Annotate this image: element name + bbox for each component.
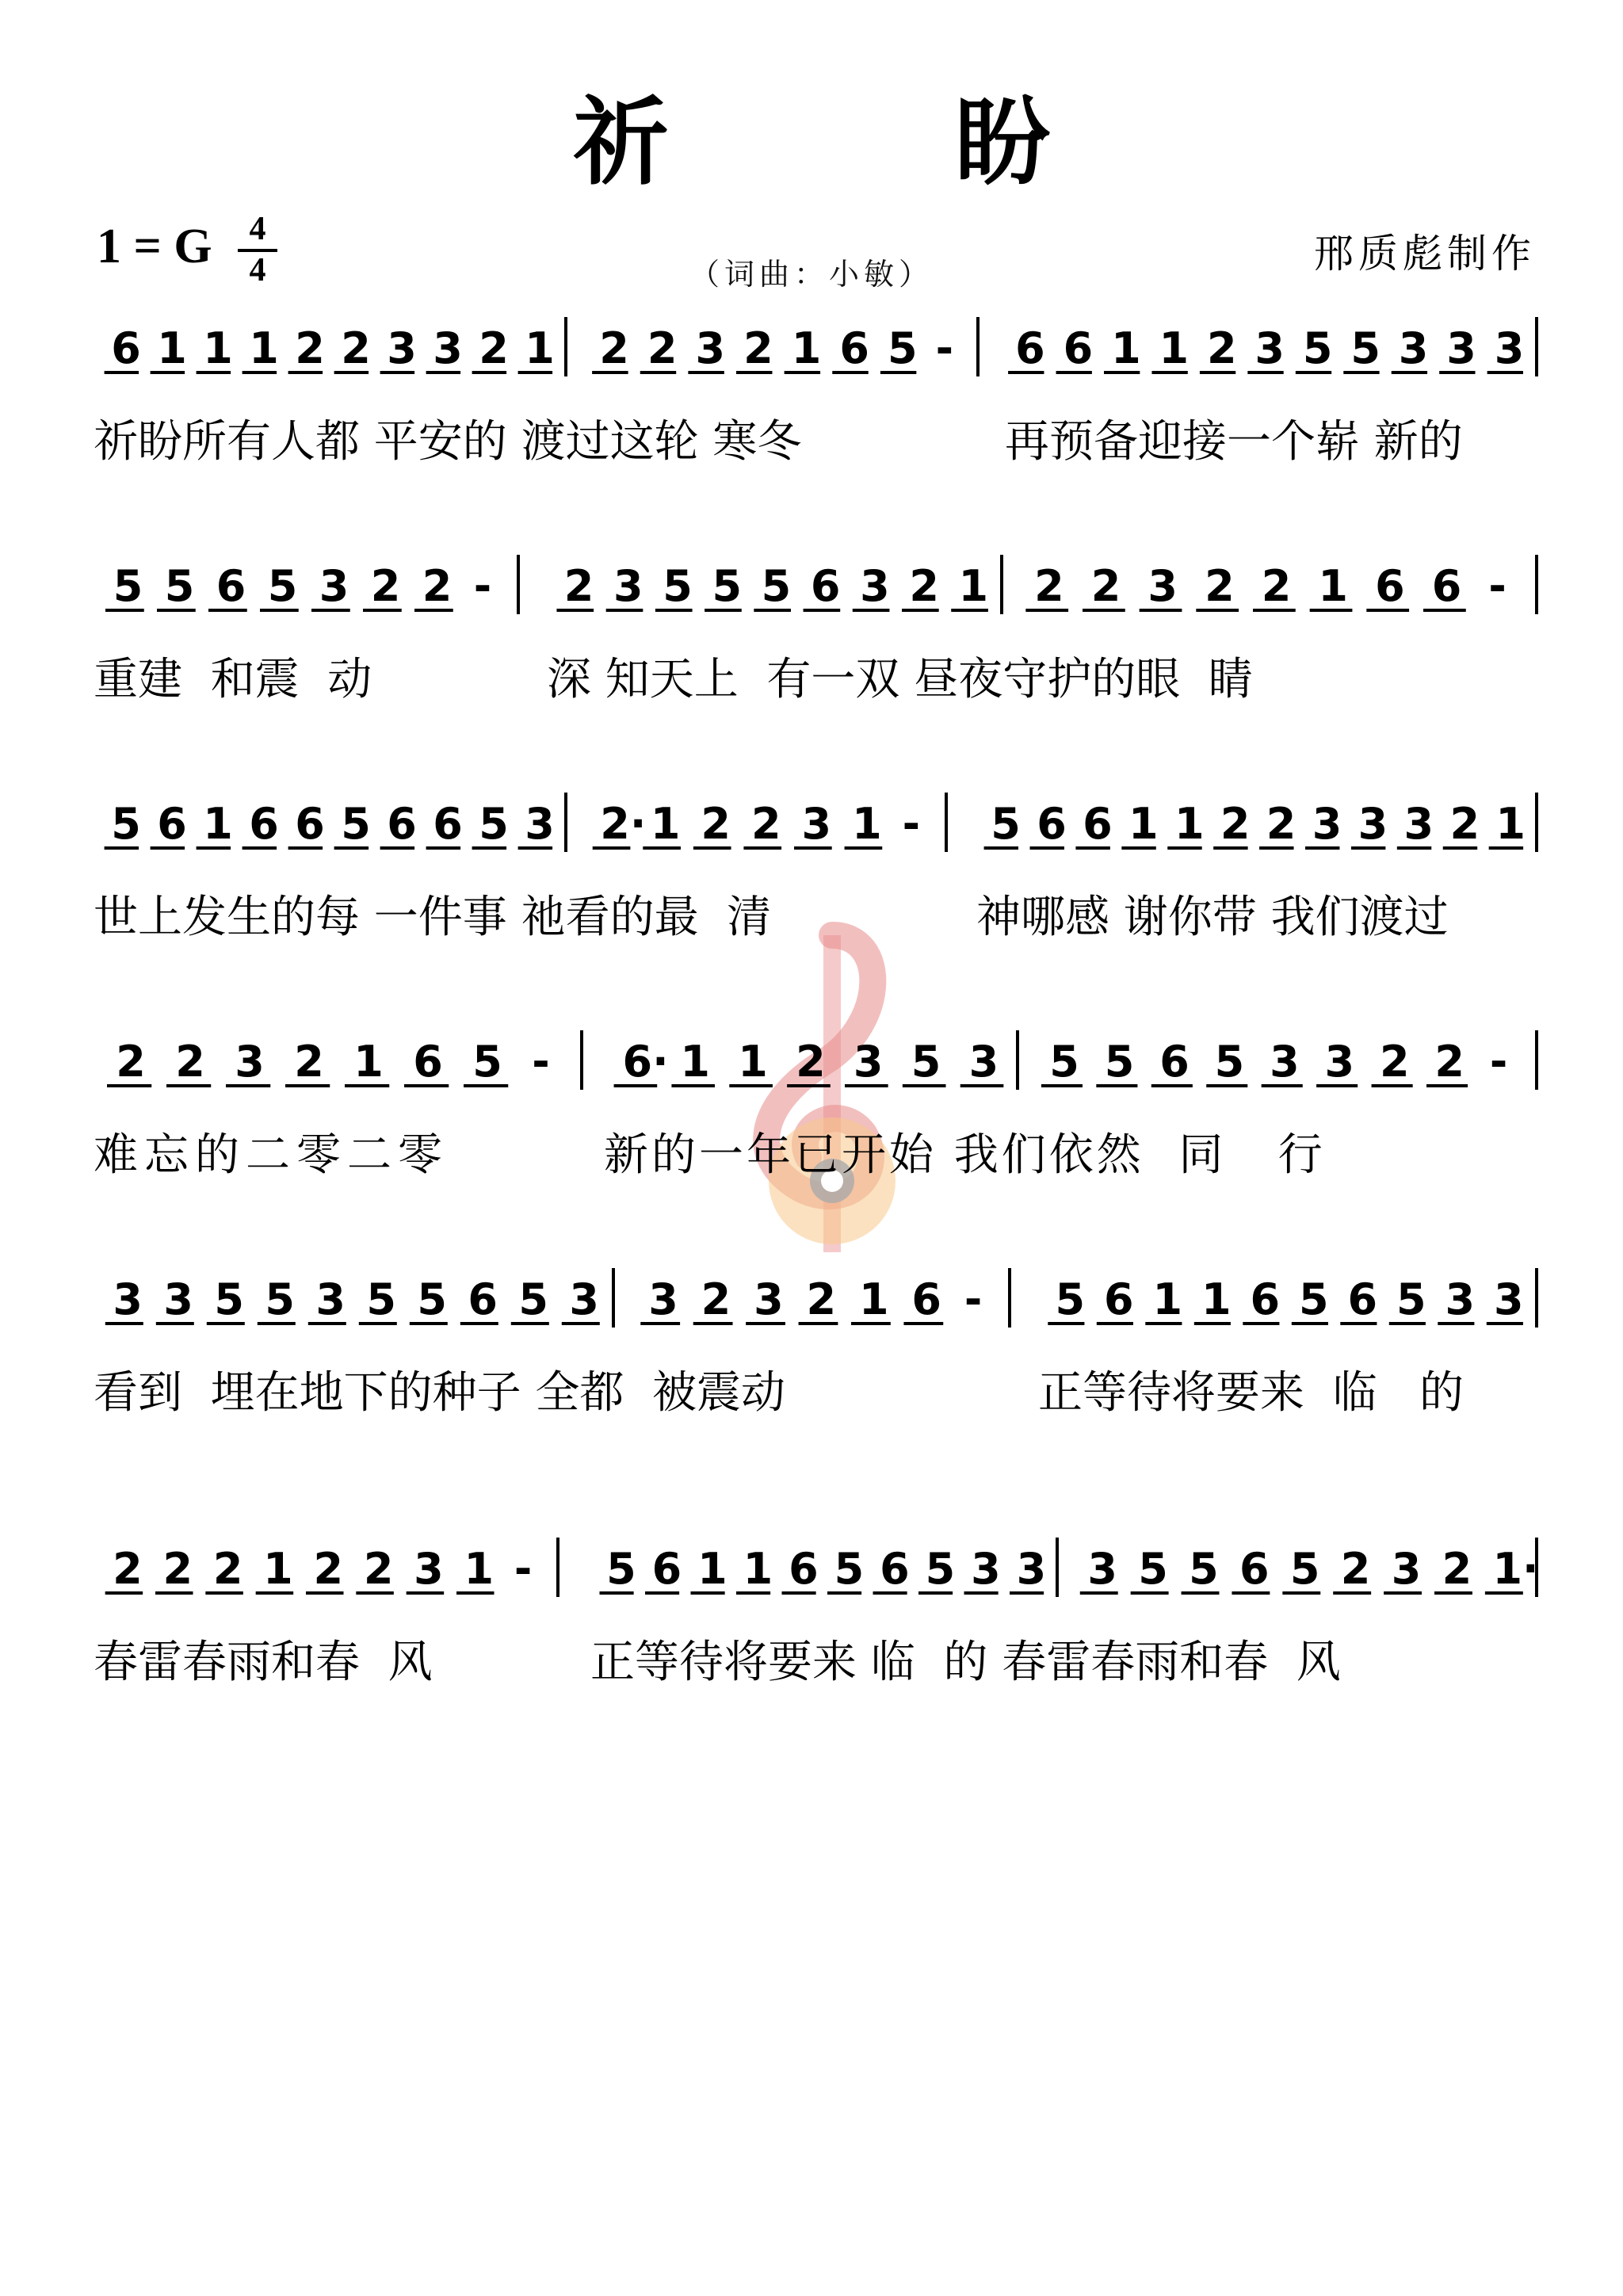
system-1-lyric-a: 祈盼所有人都 平安的 渡过这轮 寒冬 [94,416,802,468]
note: 3 [1446,323,1476,373]
note: 5 [472,1037,502,1087]
note: 3 [1254,323,1285,373]
note: 3 [695,323,726,373]
system-1-notes [0,301,1623,420]
note: 6· [622,1037,669,1087]
note: 1 [1495,799,1526,849]
system-4-notes [0,1014,1623,1133]
system-2-lyric-a: 重建 和震 动 [94,654,372,705]
system-1 [0,301,1623,507]
credit: （词曲：小敏） [689,257,934,292]
system-3-lyric-a: 世上发生的每 一件事 祂看的最 清 [94,892,772,943]
system-5 [0,1252,1623,1458]
note: 5 [1104,1037,1135,1087]
note: 3 [414,1544,444,1594]
key-signature: 1 = G [97,220,212,273]
note: 5 [479,799,509,849]
note: 6 [1375,561,1405,611]
note: 2 [295,323,325,373]
note: 2 [116,1037,146,1087]
note: 3 [968,1037,999,1087]
note: 5 [1055,1274,1086,1324]
note: 2 [806,1274,837,1324]
note: 6 [651,1544,682,1594]
note: 2 [422,561,453,611]
note: 1 [203,323,233,373]
note: 2 [313,1544,344,1594]
note: 5 [887,323,918,373]
note: 5 [417,1274,447,1324]
note: 2 [599,323,629,373]
note: 2 [1442,1544,1472,1594]
note: 2 [1340,1544,1371,1594]
note: 5 [265,1274,295,1324]
note: - [1489,1037,1508,1087]
note: 3 [1445,1274,1476,1324]
note: 1 [743,1544,773,1594]
note: 3 [235,1037,265,1087]
note: 3 [1494,323,1525,373]
note: 2 [1090,561,1121,611]
note: 1 [791,323,822,373]
note: 2 [341,323,371,373]
system-4-lyric-b: 新的一年已开始 我们依然 同 行 [604,1129,1326,1181]
system-6-lyric-a: 春雷春雨和春 风 [94,1637,433,1688]
note: 3 [1016,1544,1047,1594]
note: 3 [387,323,417,373]
system-6 [0,1522,1623,1728]
note: 1 [525,323,555,373]
note: 5 [911,1037,941,1087]
note: 2 [796,1037,826,1087]
note: 3 [525,799,555,849]
note: 5 [1189,1544,1219,1594]
note: 1 [1318,561,1348,611]
note: 2 [113,1544,143,1594]
note: 2 [1266,799,1296,849]
note: 2 [647,323,678,373]
system-3-lyric-b: 神哪感 谢你带 我们渡过 [976,892,1449,943]
system-3-notes [0,777,1623,896]
note: 6 [433,799,463,849]
note: 2 [212,1544,243,1594]
note: 3 [319,561,349,611]
note: 2 [563,561,594,611]
note: 1 [464,1544,495,1594]
note: 2 [479,323,509,373]
note: 6 [1063,323,1094,373]
note: 2 [162,1544,193,1594]
note: 2· [600,799,647,849]
note: 6 [1347,1274,1378,1324]
note: 5 [1289,1544,1320,1594]
note: 6 [1015,323,1045,373]
note: 6 [413,1037,443,1087]
note: 5 [761,561,792,611]
system-3 [0,777,1623,983]
note: 6 [789,1544,819,1594]
note: 2 [1220,799,1251,849]
note: 5 [341,799,371,849]
note: 5 [164,561,195,611]
note: 5 [214,1274,244,1324]
note: 2 [1434,1037,1465,1087]
note: 5 [1214,1037,1245,1087]
note: 5 [925,1544,956,1594]
note: 3 [1398,323,1429,373]
system-4-lyric-a: 难忘的二零二零 [94,1129,449,1181]
note: 1 [1111,323,1141,373]
note: 2 [1379,1037,1410,1087]
note: 3 [1494,1274,1524,1324]
maker: 邢质彪制作 [1314,231,1536,277]
note: 2 [1449,799,1480,849]
time-signature-bottom: 4 [249,252,266,288]
note: 5 [111,799,141,849]
note: 3 [860,561,890,611]
note: 6 [911,1274,941,1324]
note: 5 [1138,1544,1168,1594]
note: 6 [1431,561,1462,611]
note: 5 [1299,1274,1329,1324]
note: - [514,1544,533,1594]
page-title: 祈 盼 [573,86,1177,198]
note: - [935,323,954,373]
note: 5 [1049,1037,1079,1087]
note: 5 [991,799,1021,849]
note: 2 [1206,323,1237,373]
note: 1 [852,799,882,849]
note: 6 [468,1274,498,1324]
note: 3 [801,799,832,849]
note: 2 [701,1274,731,1324]
note: 2 [175,1037,205,1087]
note: 5 [518,1274,548,1324]
note: 3 [433,323,463,373]
note: 3 [1148,561,1178,611]
note: 5 [366,1274,396,1324]
note: 2 [1261,561,1292,611]
note: 1 [958,561,989,611]
system-6-notes [0,1522,1623,1641]
note: - [902,799,921,849]
note: 5 [1302,323,1333,373]
system-4 [0,1014,1623,1221]
note: 5 [113,561,143,611]
system-2 [0,539,1623,745]
note: - [532,1037,550,1087]
note: 3 [853,1037,884,1087]
time-signature-top: 4 [249,211,266,247]
note: 6 [111,323,141,373]
note: 1 [353,1037,384,1087]
note: 5 [267,561,298,611]
note: 3 [1391,1544,1422,1594]
note: 1 [858,1274,889,1324]
note: 2 [909,561,939,611]
note: 1 [1159,323,1190,373]
note: 1 [680,1037,710,1087]
note: 2 [363,1544,394,1594]
note: 3 [1358,799,1388,849]
system-2-lyric-b: 深 知天上 有一双 昼夜守护的眼 睛 [547,654,1253,705]
note: 6 [880,1544,910,1594]
note: 2 [743,323,773,373]
note: 6 [1104,1274,1134,1324]
note: 1 [1128,799,1159,849]
note: 3 [163,1274,193,1324]
system-5-lyric-a: 看到 埋在地下的种子 全都 被震动 [94,1367,786,1419]
note: 3 [1324,1037,1355,1087]
note: 6 [295,799,325,849]
note: 3 [569,1274,599,1324]
note: 3 [315,1274,346,1324]
note: - [964,1274,983,1324]
note: 3 [113,1274,143,1324]
note: 1 [738,1037,768,1087]
note: 1 [249,323,279,373]
note: 6 [1250,1274,1281,1324]
note: 6 [157,799,187,849]
note: 2 [1034,561,1064,611]
system-5-lyric-b: 正等待将要来 临 的 [1038,1367,1465,1419]
note: 1 [157,323,187,373]
note: 6 [1239,1544,1270,1594]
note: 1 [650,799,681,849]
note: - [1488,561,1507,611]
note: 6 [1037,799,1067,849]
note: 2 [294,1037,324,1087]
system-1-lyric-b: 再预备迎接一个崭 新的 [1005,416,1463,468]
note: 2 [1205,561,1235,611]
note: - [473,561,492,611]
system-6-lyric-b: 正等待将要来 临 的 春雷春雨和春 风 [590,1637,1341,1688]
note: 1 [1152,1274,1183,1324]
note: 6 [387,799,417,849]
note: 6 [249,799,279,849]
system-2-notes [0,539,1623,658]
note: 3 [1403,799,1434,849]
note: 5 [712,561,743,611]
note: 6 [1083,799,1113,849]
note: 2 [701,799,731,849]
note: 2 [370,561,401,611]
note: 5 [606,1544,636,1594]
note: 5 [1396,1274,1426,1324]
note: 5 [663,561,693,611]
note: 3 [1270,1037,1300,1087]
note: 3 [1312,799,1342,849]
system-5-notes [0,1252,1623,1371]
note: 1 [1201,1274,1232,1324]
note: 6 [216,561,246,611]
note: 3 [1087,1544,1117,1594]
note: 6 [839,323,869,373]
note: 6 [1159,1037,1190,1087]
note: 1 [1174,799,1205,849]
note: 1· [1492,1544,1539,1594]
note: 3 [754,1274,784,1324]
note: 1 [697,1544,727,1594]
note: 6 [810,561,841,611]
note: 2 [750,799,781,849]
note: 1 [203,799,233,849]
note: 5 [834,1544,865,1594]
note: 3 [971,1544,1001,1594]
note: 3 [648,1274,678,1324]
note: 5 [1350,323,1381,373]
note: 3 [613,561,643,611]
note: 1 [263,1544,293,1594]
